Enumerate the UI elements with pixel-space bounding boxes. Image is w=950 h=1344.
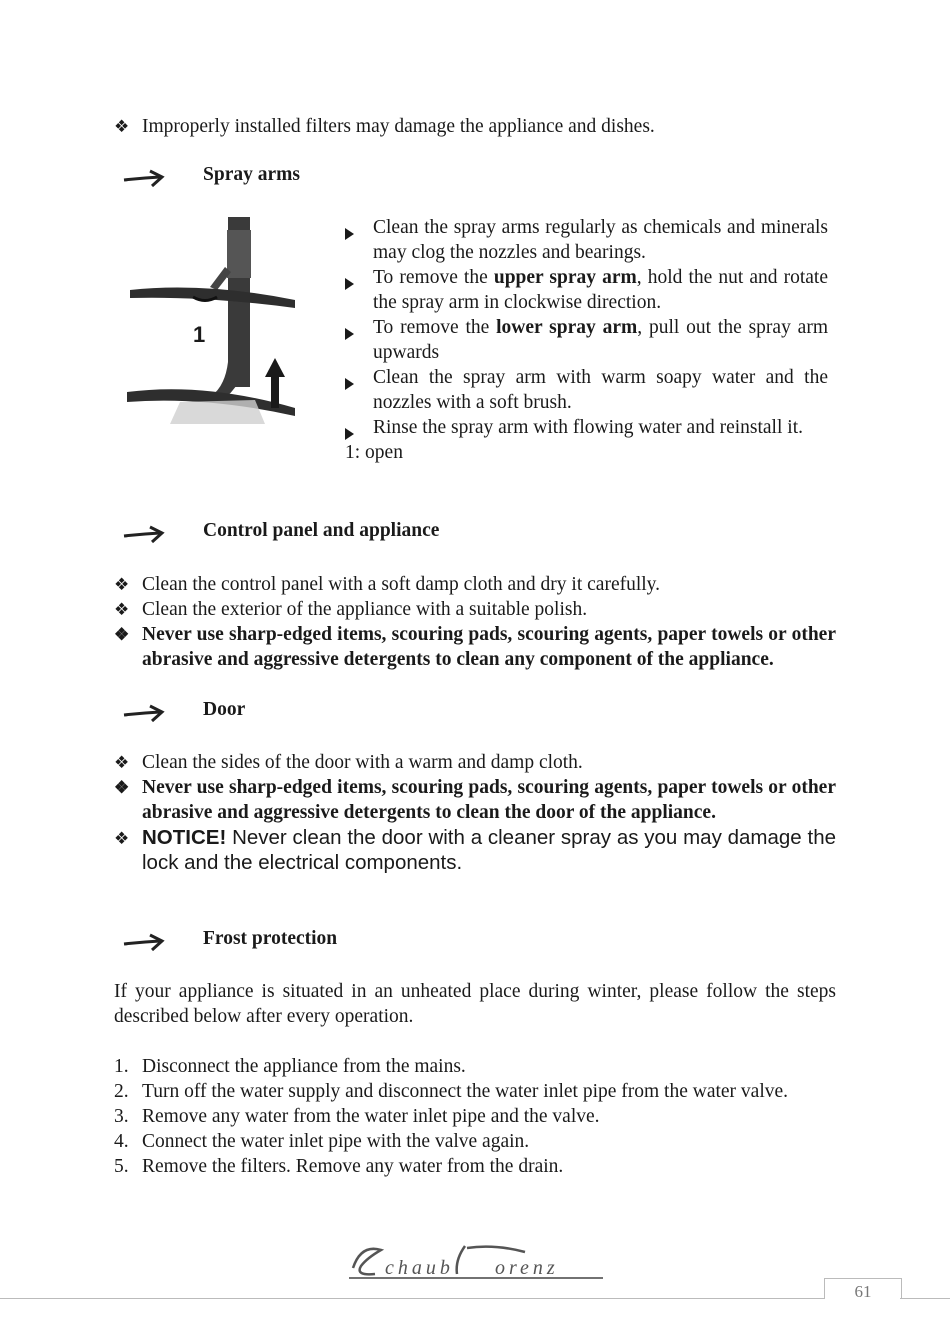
figure-legend: 1: open	[345, 442, 403, 463]
figure-label: 1	[193, 322, 206, 347]
arrow-icon	[122, 168, 166, 195]
spray-arms-list	[345, 215, 828, 465]
svg-text:chaub: chaub	[385, 1257, 454, 1279]
diamond-bullet-icon: ❖	[114, 778, 130, 797]
diamond-bullet-icon: ❖	[114, 600, 130, 619]
page-number: 61	[854, 1282, 872, 1301]
list-item: 4. Connect the water inlet pipe with the valve again.	[114, 1131, 530, 1152]
arrow-icon	[122, 932, 166, 959]
list-item: ❖ Clean the sides of the door with a warm and damp cloth.	[114, 752, 583, 773]
list-item: 5. Remove the filters. Remove any water from the drain.	[114, 1156, 564, 1177]
page-number-box	[824, 1278, 902, 1299]
section-title-frost: Frost protection	[203, 928, 338, 949]
list-item: ❖ Clean the exterior of the appliance with a suitable polish.	[114, 599, 588, 620]
notice-label: NOTICE!	[142, 826, 227, 849]
diamond-bullet-icon: ❖	[114, 753, 130, 772]
diamond-bullet-icon: ❖	[114, 117, 130, 136]
diamond-bullet-icon: ❖	[114, 575, 130, 594]
section-title-door: Door	[203, 699, 246, 720]
section-title-spray-arms: Spray arms	[203, 164, 300, 185]
frost-paragraph: If your appliance is situated in an unheated place during winter, please follow the steps described below after every operation.	[114, 981, 836, 1027]
list-item: 3. Remove any water from the water inlet pipe and the valve.	[114, 1106, 600, 1127]
list-item: Rinse the spray arm with flowing water and reinstall it.	[345, 415, 828, 440]
triangle-bullet-icon	[345, 422, 354, 447]
list-item: 1. Disconnect the appliance from the mains.	[114, 1056, 466, 1077]
list-item: Clean the spray arms regularly as chemicals and minerals may clog the nozzles and bearings.	[345, 215, 828, 265]
triangle-bullet-icon	[345, 272, 354, 297]
list-item: To remove the upper spray arm, hold the nut and rotate the spray arm in clockwise direction.	[345, 265, 828, 315]
spray-arm-figure	[125, 212, 305, 434]
frost-steps	[114, 1054, 836, 1179]
intro-bullet	[114, 114, 834, 139]
notice-text: Never clean the door with a cleaner spray as you may damage the lock and the electrical components.	[142, 826, 836, 874]
list-item: Clean the spray arm with warm soapy water and the nozzles with a soft brush.	[345, 365, 828, 415]
list-item: 2. Turn off the water supply and disconnect the water inlet pipe from the water valve.	[114, 1081, 789, 1102]
section-title-control-panel: Control panel and appliance	[203, 520, 440, 541]
footer-rule-left	[0, 1298, 825, 1299]
control-panel-list	[114, 572, 836, 672]
list-item: ❖ Never use sharp-edged items, scouring pads, scouring agents, paper towels or other abrasive and aggressive detergents to clean any component of the appliance.	[114, 624, 836, 670]
intro-text: Improperly installed filters may damage the appliance and dishes.	[142, 116, 655, 137]
arrow-icon	[122, 703, 166, 730]
triangle-bullet-icon	[345, 322, 354, 347]
triangle-bullet-icon	[345, 372, 354, 397]
arrow-icon	[122, 524, 166, 551]
list-item: To remove the lower spray arm, pull out the spray arm upwards	[345, 315, 828, 365]
diamond-bullet-icon: ❖	[114, 829, 130, 848]
list-item: ❖ Never use sharp-edged items, scouring pads, scouring agents, paper towels or other abrasive and aggressive detergents to clean the door of the appliance.	[114, 777, 836, 823]
notice-item	[114, 825, 836, 875]
diamond-bullet-icon: ❖	[114, 625, 130, 644]
footer-rule-right	[900, 1298, 950, 1299]
triangle-bullet-icon	[345, 222, 354, 247]
svg-text:orenz: orenz	[495, 1257, 559, 1279]
door-list	[114, 750, 836, 875]
brand-logo	[345, 1240, 610, 1284]
list-item: ❖ Clean the control panel with a soft damp cloth and dry it carefully.	[114, 574, 661, 595]
